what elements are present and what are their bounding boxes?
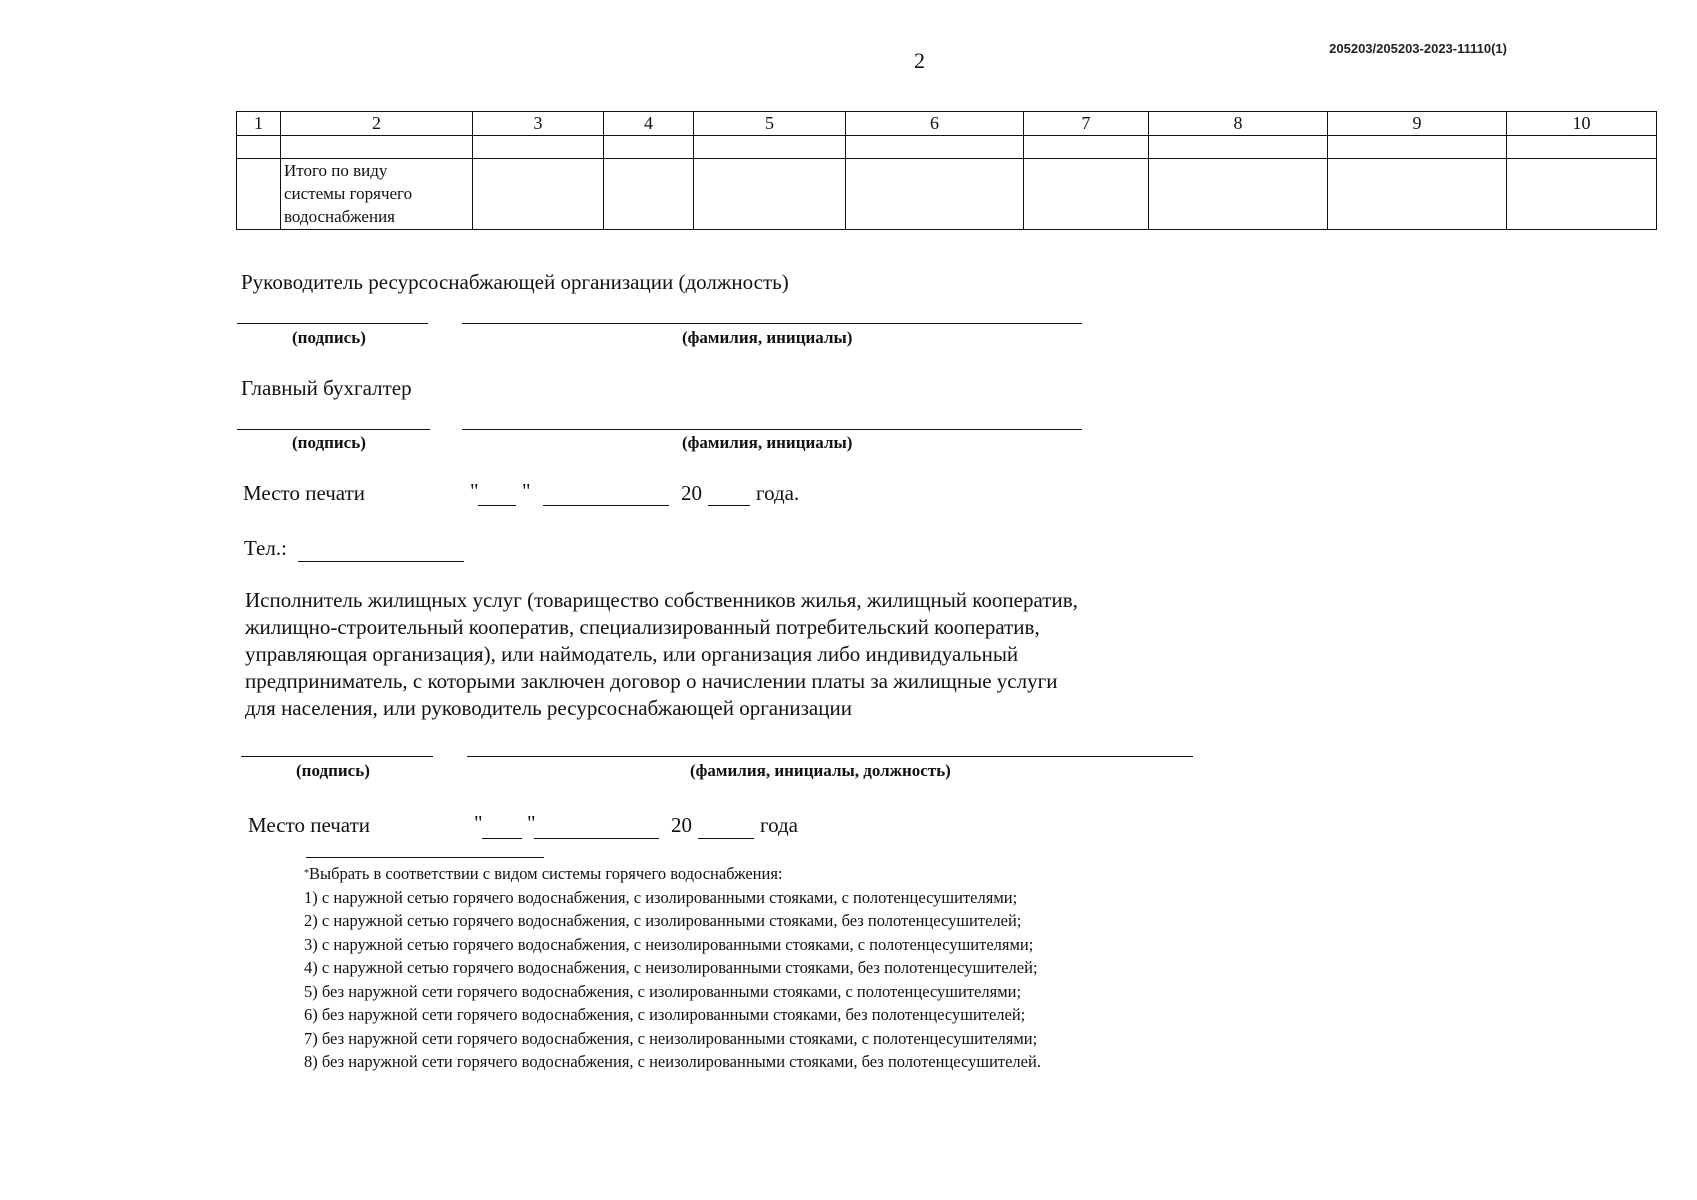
head-signature-caption: (подпись) xyxy=(292,328,366,347)
footnote-item: 1) с наружной сетью горячего водоснабжения, с изолированными стояками, с полотенцесушителями; xyxy=(304,887,1018,907)
table-cell xyxy=(1507,159,1657,230)
month-line xyxy=(534,838,659,839)
head-name-caption: (фамилия, инициалы) xyxy=(682,328,853,347)
page-number: 2 xyxy=(914,48,925,73)
phone-label: Тел.: xyxy=(244,536,287,560)
table-cell xyxy=(694,159,846,230)
table-cell xyxy=(604,136,694,159)
column-number: 1 xyxy=(237,112,281,136)
table-cell xyxy=(1328,159,1507,230)
table-cell xyxy=(694,136,846,159)
column-number: 3 xyxy=(473,112,604,136)
executor-name-caption: (фамилия, инициалы, должность) xyxy=(690,761,951,780)
year-line xyxy=(708,505,750,506)
accountant-signature-line xyxy=(237,429,430,430)
table-cell xyxy=(1024,159,1149,230)
footnote-item: 8) без наружной сети горячего водоснабжения, с неизолированными стояками, без полотенцесушителей. xyxy=(304,1052,1041,1071)
quote-open: " xyxy=(470,479,479,503)
column-number: 2 xyxy=(281,112,473,136)
accountant-signature-caption: (подпись) xyxy=(292,433,366,452)
head-title: Руководитель ресурсоснабжающей организации (должность) xyxy=(241,270,789,294)
table-cell xyxy=(1149,136,1328,159)
summary-table xyxy=(236,111,1657,230)
total-label xyxy=(281,159,473,230)
head-signature-line xyxy=(237,323,428,324)
total-label-line: системы горячего xyxy=(284,184,413,203)
stamp-label: Место печати xyxy=(243,481,366,505)
table-cell xyxy=(473,159,604,230)
table-cell xyxy=(1328,136,1507,159)
day-line xyxy=(482,838,522,839)
quote-close: " xyxy=(522,479,531,503)
executor-line: управляющая организация), или наймодатель, или организация либо индивидуальный xyxy=(245,642,1019,666)
footnote-item: 7) без наружной сети горячего водоснабжения, с неизолированными стояками, с полотенцесушителями; xyxy=(304,1028,1038,1048)
accountant-name-line xyxy=(462,429,1082,430)
column-number: 10 xyxy=(1507,112,1657,136)
table-cell xyxy=(1149,159,1328,230)
executor-line: жилищно-строительный кооператив, специализированный потребительский кооператив, xyxy=(245,615,1040,639)
table-cell xyxy=(473,136,604,159)
executor-signature-caption: (подпись) xyxy=(296,761,370,780)
quote-open: " xyxy=(474,811,483,835)
table-cell xyxy=(1507,136,1657,159)
table-cell xyxy=(846,159,1024,230)
executor-line: предприниматель, с которыми заключен договор о начислении платы за жилищные услуги xyxy=(245,669,1058,693)
total-label-line: водоснабжения xyxy=(284,207,395,226)
day-line xyxy=(478,505,516,506)
year-suffix: года. xyxy=(756,481,800,505)
table-cell xyxy=(281,136,473,159)
executor-line: Исполнитель жилищных услуг (товарищество собственников жилья, жилищный кооператив, xyxy=(245,588,1078,612)
year-line xyxy=(698,838,754,839)
table-cell xyxy=(237,159,281,230)
footnote-item: 4) с наружной сетью горячего водоснабжения, с неизолированными стояками, без полотенцесушителей; xyxy=(304,958,1038,977)
stamp-label: Место печати xyxy=(248,813,371,837)
column-number: 5 xyxy=(694,112,846,136)
executor-signature-line xyxy=(241,756,433,757)
table-cell xyxy=(846,136,1024,159)
head-name-line xyxy=(462,323,1082,324)
accountant-title: Главный бухгалтер xyxy=(241,376,412,400)
executor-line: для населения, или руководитель ресурсоснабжающей организации xyxy=(245,696,852,720)
footnote-intro xyxy=(304,862,1041,886)
column-number: 6 xyxy=(846,112,1024,136)
footnote-item: 2) с наружной сетью горячего водоснабжения, с изолированными стояками, без полотенцесушителей; xyxy=(304,911,1022,930)
year-prefix: 20 xyxy=(671,813,692,837)
quote-close: " xyxy=(527,811,536,835)
month-line xyxy=(543,505,669,506)
footnote-intro-text: Выбрать в соответствии с видом системы горячего водоснабжения: xyxy=(309,864,783,883)
column-number: 7 xyxy=(1024,112,1149,136)
phone-line xyxy=(298,561,464,562)
column-number: 8 xyxy=(1149,112,1328,136)
year-prefix: 20 xyxy=(681,481,702,505)
accountant-name-caption: (фамилия, инициалы) xyxy=(682,433,853,452)
executor-paragraph xyxy=(245,587,1205,722)
table-total-row xyxy=(237,159,1657,230)
footnote-item: 3) с наружной сетью горячего водоснабжения, с неизолированными стояками, с полотенцесушителями; xyxy=(304,934,1034,954)
total-label-line: Итого по виду xyxy=(284,161,388,180)
table-cell xyxy=(604,159,694,230)
table-cell xyxy=(1024,136,1149,159)
table-cell xyxy=(237,136,281,159)
footnote xyxy=(304,862,1041,1074)
footnote-separator xyxy=(306,857,544,858)
year-suffix: года xyxy=(760,813,798,837)
column-number: 9 xyxy=(1328,112,1507,136)
table-row xyxy=(237,136,1657,159)
document-id: 205203/205203-2023-11110(1) xyxy=(1329,41,1507,56)
executor-name-line xyxy=(467,756,1193,757)
footnote-item: 6) без наружной сети горячего водоснабжения, с изолированными стояками, без полотенцесушителей; xyxy=(304,1005,1026,1024)
footnote-marker: * xyxy=(304,868,309,879)
table-header-row xyxy=(237,112,1657,136)
footnote-item: 5) без наружной сети горячего водоснабжения, с изолированными стояками, с полотенцесушителями; xyxy=(304,981,1022,1001)
column-number: 4 xyxy=(604,112,694,136)
